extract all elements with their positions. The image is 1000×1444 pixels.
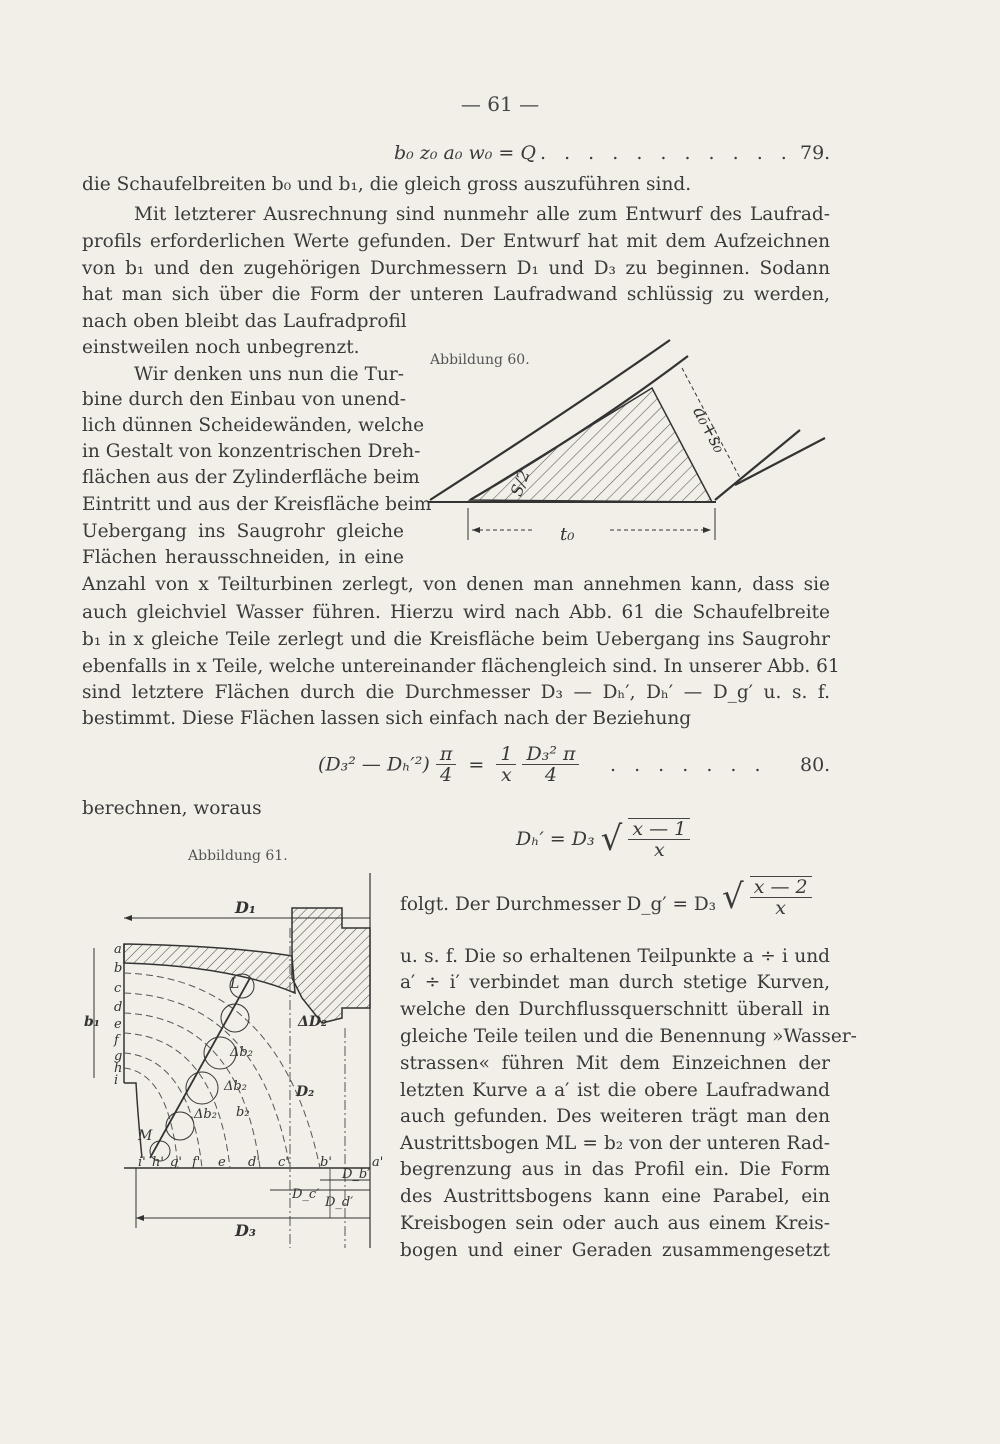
equation-80-number: 80. [800,754,831,776]
figure-61-letter: f' [192,1155,201,1170]
figure-61-label-b2: Δb₂ [194,1107,217,1122]
figure-61-letter: b' [320,1155,332,1170]
text-line: gleiche Teile teilen und die Benennung »Wasser- [400,1026,857,1047]
equation-80-dots: . . . . . . . [610,754,767,776]
text-line: a′ ÷ i′ verbindet man durch stetige Kurven, [400,972,830,993]
equation-80-frac1: $\frac{\pi}{4}$ [436,744,457,785]
figure-61-label-b2: b₂ [236,1105,250,1120]
equation-79-dots: . . . . . . . . . . . [540,142,793,164]
figure-61-label-L: L [230,976,240,992]
text-line: Anzahl von x Teilturbinen zerlegt, von denen man annehmen kann, dass sie [82,574,830,595]
equation-80-lhs: (D₃² — Dₕ′²) [318,753,430,776]
figure-61-letter: a' [372,1155,384,1170]
text-line: Uebergang ins Saugrohr gleiche [82,521,404,542]
figure-61-diagram [80,868,385,1258]
figure-61-letter: c' [278,1155,289,1170]
text-line: bogen und einer Geraden zusammengesetzt [400,1240,830,1261]
equation-dh: Dₕ′ = D₃ √ $\frac{x — 1}{x}$ [516,818,690,860]
text-line: auch gleichviel Wasser führen. Hierzu wird nach Abb. 61 die Schaufelbreite [82,602,830,623]
figure-61-letter: d [114,1000,123,1015]
text-line: bine durch den Einbau von unend- [82,389,407,410]
figure-61-letter: f [114,1033,119,1048]
equation-80 [318,744,579,785]
figure-60-label-t0: t₀ [560,524,575,545]
equation-79-number: 79. [800,142,831,164]
figure-61-label-b2: Δb₂ [230,1045,253,1060]
text-line: hat man sich über die Form der unteren Laufradwand schlüssig zu werden, [82,284,830,305]
text-line: begrenzung aus in das Profil ein. Die Form [400,1159,830,1180]
text-line: b₁ in x gleiche Teile zerlegt und die Kreisfläche beim Uebergang ins Saugrohr [82,629,830,650]
figure-61-letter: c [114,981,122,996]
text-line: lich dünnen Scheidewänden, welche [82,415,425,436]
figure-61-letter: a [114,942,122,957]
text-line: auch gefunden. Des weiteren trägt man den [400,1106,830,1127]
figure-61-label-b1: b₁ [84,1014,100,1030]
page-number: — 61 — [460,92,540,116]
text-line: berechnen, woraus [82,798,262,819]
figure-60-label-a0: a₀+s₀ [688,402,730,457]
text-line: welche den Durchflussquerschnitt überall in [400,999,830,1020]
equation-79: b₀ z₀ a₀ w₀ = Q [394,142,536,164]
text-line: Flächen herausschneiden, in eine [82,547,404,568]
text-line: von b₁ und den zugehörigen Durchmessern D₁ und D₃ zu beginnen. Sodann [82,258,830,279]
figure-61-label-Dd: D_d′ [325,1195,354,1210]
text-line: sind letztere Flächen durch die Durchmesser D₃ — Dₕ′, Dₕ′ — D_g′ u. s. f. [82,682,830,703]
figure-61-letter: b [114,961,123,976]
figure-61-label-D3: D₃ [235,1221,256,1240]
equation-80-frac2: $\frac{1}{x}$ [496,744,516,785]
figure-60-label-s2: S/2 [506,467,534,499]
text-line: Austrittsbogen ML = b₂ von der unteren Rad- [400,1133,830,1154]
text-line: ebenfalls in x Teile, welche untereinander flächengleich sind. In unserer Abb. 61 [82,656,840,677]
figure-61-letter: g' [170,1155,182,1170]
equation-80-equals: = [468,753,485,776]
text-line: Eintritt und aus der Kreisfläche beim [82,494,432,515]
text-line: Mit letzterer Ausrechnung sind nunmehr alle zum Entwurf des Laufrad- [134,204,830,225]
figure-61-letter: i [114,1073,119,1088]
text-line: nach oben bleibt das Laufradprofil [82,311,407,332]
figure-61-caption: Abbildung 61. [188,848,288,864]
figure-61-letter: e [114,1017,122,1032]
figure-61-letter: d' [248,1155,260,1170]
text-line: flächen aus der Zylinderfläche beim [82,467,420,488]
equation-dh-lhs: Dₕ′ = D₃ [516,828,595,850]
equation-dg-frac: $\frac{x — 2}{x}$ [750,876,812,918]
figure-61-letter: h [114,1061,123,1076]
text-line: bestimmt. Diese Flächen lassen sich einfach nach der Beziehung [82,708,692,729]
text-line: Kreisbogen sein oder auch aus einem Kreis- [400,1213,830,1234]
text-line: einstweilen noch unbegrenzt. [82,337,360,358]
equation-dh-frac: $\frac{x — 1}{x}$ [628,818,690,860]
figure-61-letter: g [114,1049,123,1064]
text-line: des Austrittsbogens kann eine Parabel, ein [400,1186,830,1207]
text-line: strassen« führen Mit dem Einzeichnen der [400,1053,830,1074]
figure-61-letter: h' [152,1155,164,1170]
figure-60-caption: Abbildung 60. [430,352,530,368]
text-line: in Gestalt von konzentrischen Dreh- [82,441,421,462]
text-line: die Schaufelbreiten b₀ und b₁, die gleich gross auszuführen sind. [82,174,692,195]
figure-61-label-M: M [138,1128,153,1144]
figure-61-letter: i' [138,1155,146,1170]
text-line: letzten Kurve a a′ ist die obere Laufradwand [400,1080,830,1101]
equation-dg: √ $\frac{x — 2}{x}$ [722,876,812,918]
text-line: profils erforderlichen Werte gefunden. Der Entwurf hat mit dem Aufzeichnen [82,231,830,252]
figure-61-label-Db: D_b′ [342,1167,371,1182]
equation-80-frac3: $\frac{\text{D₃² π}}{4}$ [522,744,579,785]
figure-61-label-Dc: D_c′ [292,1187,320,1202]
figure-60-diagram [420,330,830,560]
text-line: u. s. f. Die so erhaltenen Teilpunkte a ÷ i und [400,946,830,967]
figure-61-label-b2: Δb₂ [224,1079,247,1094]
figure-61-label-D2: ΔD₂ [298,1014,328,1030]
text-line: folgt. Der Durchmesser D_g′ = D₃ [400,894,717,915]
figure-61-label-D1: D₁ [235,898,256,917]
text-line: Wir denken uns nun die Tur- [134,364,404,385]
figure-61-letter: e [218,1155,226,1170]
figure-61-label-D2b: D₂ [296,1084,315,1100]
